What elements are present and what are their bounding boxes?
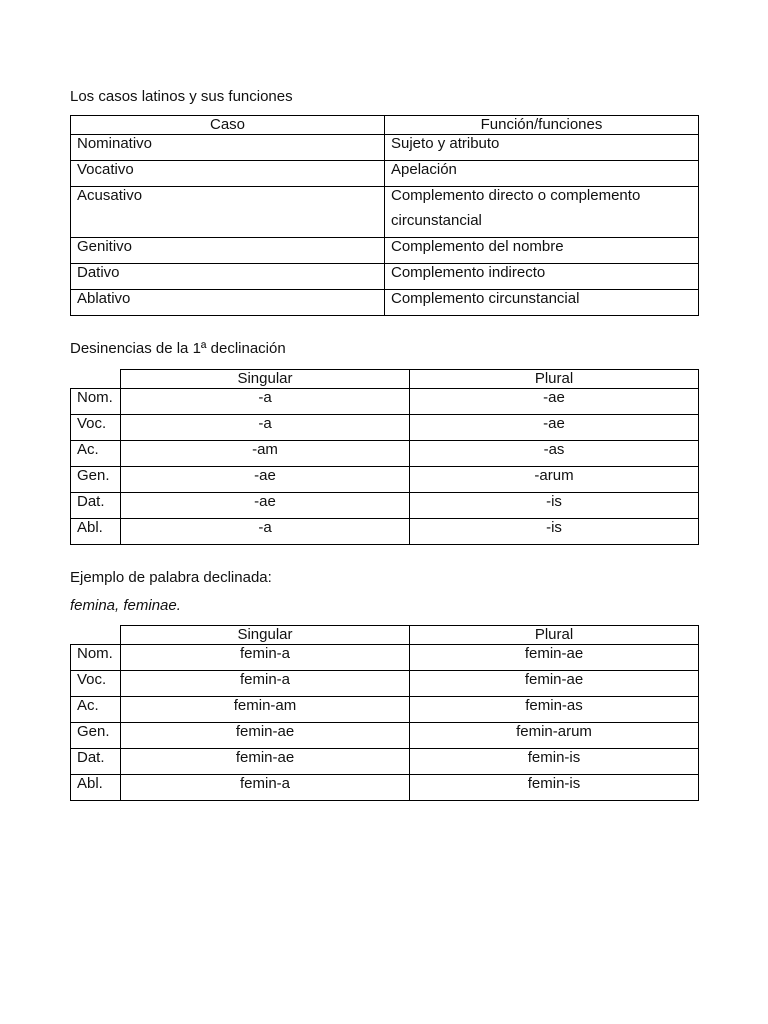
table-row (71, 671, 699, 697)
funcion-cell: Complemento indirecto (385, 264, 699, 290)
empty-header-cell (71, 626, 121, 645)
funcion-cell: Complemento del nombre (385, 238, 699, 264)
header-plural: Plural (410, 626, 699, 645)
example-title: Ejemplo de palabra declinada: (70, 569, 272, 586)
funcion-cell (385, 187, 699, 238)
case-cell: Ac. (71, 441, 121, 467)
singular-cell: -a (121, 389, 410, 415)
table-header-row (71, 116, 699, 135)
plural-cell: femin-as (410, 697, 699, 723)
case-cell: Voc. (71, 415, 121, 441)
declension-title: Desinencias de la 1ª declinación (70, 340, 286, 357)
case-cell: Abl. (71, 519, 121, 545)
case-cell: Gen. (71, 723, 121, 749)
plural-cell: femin-ae (410, 645, 699, 671)
table-row (71, 775, 699, 801)
cases-table (70, 115, 699, 316)
plural-cell: -as (410, 441, 699, 467)
example-table (70, 625, 699, 801)
table-row (71, 389, 699, 415)
case-cell: Gen. (71, 467, 121, 493)
header-singular: Singular (121, 626, 410, 645)
table-header-row (71, 626, 699, 645)
singular-cell: -ae (121, 493, 410, 519)
table-row (71, 697, 699, 723)
table-row (71, 290, 699, 316)
singular-cell: -am (121, 441, 410, 467)
table-row (71, 415, 699, 441)
singular-cell: femin-a (121, 671, 410, 697)
table-row (71, 135, 699, 161)
table-row (71, 519, 699, 545)
caso-cell: Nominativo (71, 135, 385, 161)
funcion-line: Complemento directo o complemento (391, 187, 641, 204)
plural-cell: -arum (410, 467, 699, 493)
plural-cell: femin-is (410, 775, 699, 801)
table-row (71, 723, 699, 749)
case-cell: Dat. (71, 749, 121, 775)
case-cell: Voc. (71, 671, 121, 697)
header-singular: Singular (121, 370, 410, 389)
header-funcion: Función/funciones (385, 116, 699, 135)
table-header-row (71, 370, 699, 389)
table-row (71, 645, 699, 671)
table-row (71, 161, 699, 187)
singular-cell: femin-am (121, 697, 410, 723)
table-row (71, 238, 699, 264)
singular-cell: -a (121, 415, 410, 441)
case-cell: Nom. (71, 389, 121, 415)
singular-cell: femin-ae (121, 749, 410, 775)
funcion-cell: Sujeto y atributo (385, 135, 699, 161)
plural-cell: -ae (410, 389, 699, 415)
declension-table (70, 369, 699, 545)
plural-cell: -is (410, 519, 699, 545)
funcion-line: circunstancial (391, 212, 482, 229)
plural-cell: -ae (410, 415, 699, 441)
caso-cell: Vocativo (71, 161, 385, 187)
funcion-cell: Apelación (385, 161, 699, 187)
caso-cell: Ablativo (71, 290, 385, 316)
caso-cell: Genitivo (71, 238, 385, 264)
table-row (71, 467, 699, 493)
empty-header-cell (71, 370, 121, 389)
singular-cell: femin-a (121, 645, 410, 671)
table-row (71, 749, 699, 775)
singular-cell: femin-a (121, 775, 410, 801)
header-plural: Plural (410, 370, 699, 389)
table-row (71, 264, 699, 290)
caso-cell: Acusativo (71, 187, 385, 238)
plural-cell: -is (410, 493, 699, 519)
case-cell: Dat. (71, 493, 121, 519)
singular-cell: -ae (121, 467, 410, 493)
cases-title: Los casos latinos y sus funciones (70, 88, 293, 105)
singular-cell: -a (121, 519, 410, 545)
plural-cell: femin-is (410, 749, 699, 775)
header-caso: Caso (71, 116, 385, 135)
table-row (71, 493, 699, 519)
example-word: femina, feminae. (70, 597, 181, 614)
case-cell: Abl. (71, 775, 121, 801)
funcion-cell: Complemento circunstancial (385, 290, 699, 316)
table-row (71, 441, 699, 467)
singular-cell: femin-ae (121, 723, 410, 749)
plural-cell: femin-ae (410, 671, 699, 697)
case-cell: Nom. (71, 645, 121, 671)
case-cell: Ac. (71, 697, 121, 723)
plural-cell: femin-arum (410, 723, 699, 749)
caso-cell: Dativo (71, 264, 385, 290)
table-row (71, 187, 699, 238)
